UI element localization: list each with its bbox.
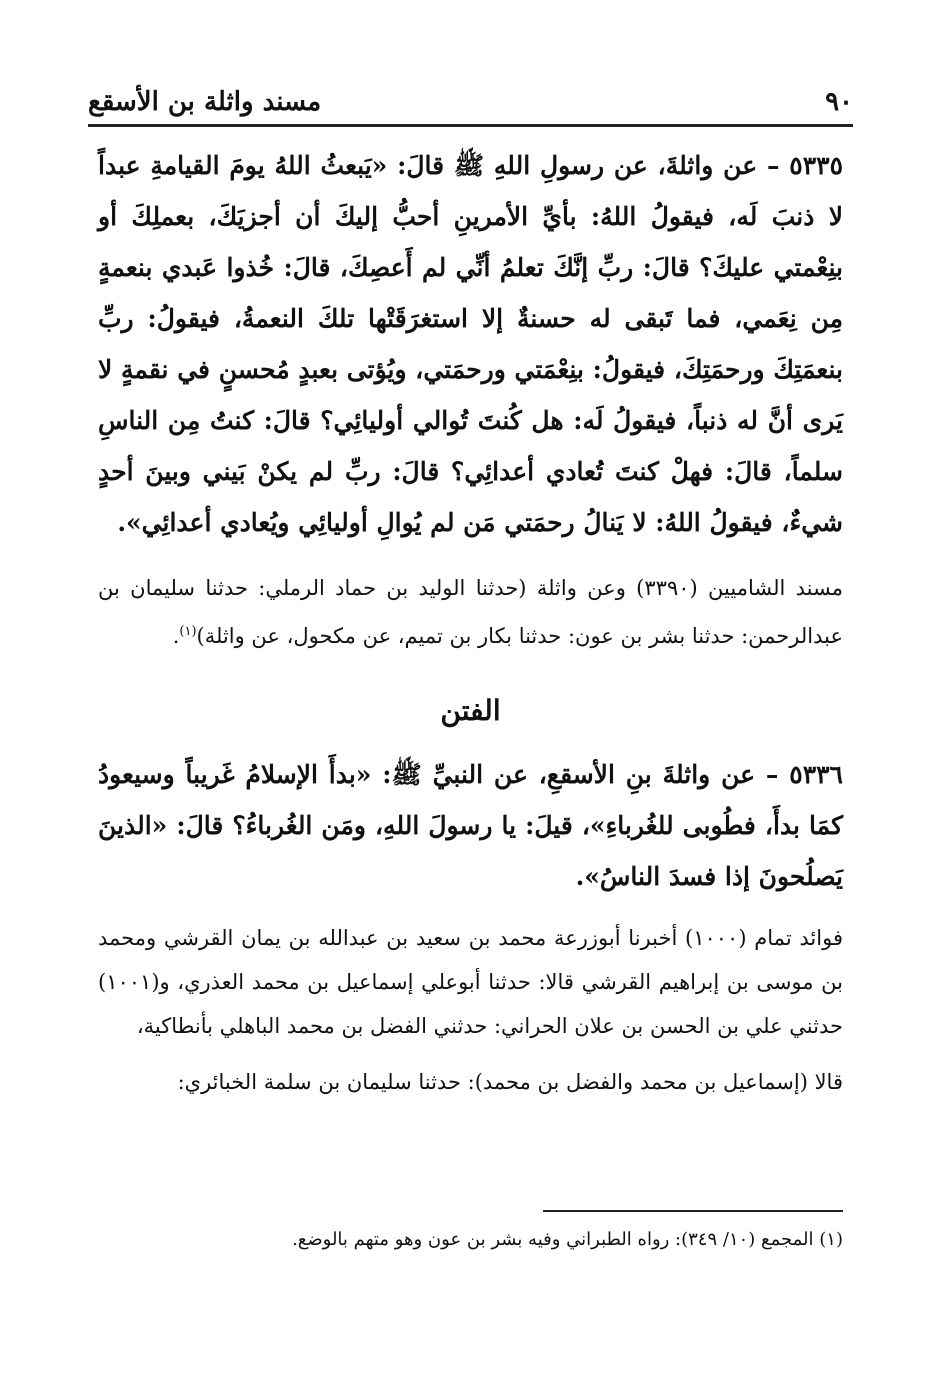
footnote-divider: [543, 1210, 843, 1212]
footnote: (١) المجمع (١٠/ ٣٤٩): رواه الطبراني وفيه بشر بن عون وهو متهم بالوضع.: [292, 1229, 843, 1250]
hadith-text: – عن واثلةَ، عن رسولِ اللهِ ﷺ قالَ: «يَبعثُ اللهُ يومَ القيامةِ عبداً لا ذنبَ لَه، فيقولُ اللهُ: بأيِّ الأمرينِ أحبُّ إليكَ أن أجزيَكَ، بعملِكَ أو بنِعْمتي عليكَ؟ قالَ: ربِّ إنَّكَ تعلمُ أنِّي لم أَعصِكَ، قالَ: خُذوا عَبدي بنعمةٍ مِن نِعَمي، فما تَبقى له حسنةٌ إلا استغرَقَتْها تلكَ النعمةُ، فيقولُ: ربِّ بنعمَتِكَ ورحمَتِكَ، فيقولُ: بنِعْمَتي ورحمَتي، ويُؤتى بعبدٍ مُحسنٍ في نقمةٍ لا يَرى أنَّ له ذنباً، فيقولُ لَه: هل كُنتَ تُوالي أوليائِي؟ قالَ: كنتُ مِن الناسِ سلماً، قالَ: فهلْ كنتَ تُعادي أعدائِي؟ قالَ: ربِّ لم يكنْ بَيني وبينَ أحدٍ شيءٌ، فيقولُ اللهُ: لا يَنالُ رحمَتي مَن لم يُوالِ أوليائِي ويُعادي أعدائِي».: [98, 151, 843, 537]
page-number: ٩٠: [825, 87, 853, 117]
running-title: مسند واثلة بن الأسقع: [88, 87, 322, 117]
footnote-reference: (١): [179, 624, 197, 639]
source-text: مسند الشاميين (٣٣٩٠) وعن واثلة (حدثنا الوليد بن حماد الرملي: حدثنا سليمان بن عبدالرحمن: حدثنا بشر بن عون: حدثنا بكار بن تميم، عن مكحول، عن واثلة): [98, 576, 843, 648]
hadith-paragraph: [98, 749, 843, 902]
source-paragraph: [98, 566, 843, 658]
source-end: .: [172, 624, 180, 648]
section-title: الفتن: [440, 694, 501, 727]
hadith-text: – عن واثلةَ بنِ الأسقعِ، عن النبيِّ ﷺ: «بدأَ الإسلامُ غَريباً وسيعودُ كمَا بدأَ، فطُوبى للغُرباءِ»، قيلَ: يا رسولَ اللهِ، ومَن الغُرباءُ؟ قالَ: «الذينَ يَصلُحونَ إذا فسدَ الناسُ».: [98, 760, 843, 891]
source-paragraph: فوائد تمام (١٠٠٠) أخبرنا أبوزرعة محمد بن سعيد بن عبدالله بن يمان القرشي ومحمد بن موسى بن إبراهيم القرشي قالا: حدثنا أبوعلي إسماعيل بن محمد العذري، و(١٠٠١) حدثني علي بن الحسن بن علان الحراني: حدثني الفضل بن محمد الباهلي بأنطاكية،: [98, 926, 843, 1038]
page-content: [98, 140, 843, 1104]
hadith-number: ٥٣٣٦: [789, 760, 843, 789]
page-header: [88, 80, 853, 127]
source-paragraph: قالا (إسماعيل بن محمد والفضل بن محمد): حدثنا سليمان بن سلمة الخبائري:: [177, 1070, 843, 1094]
hadith-number: ٥٣٣٥: [789, 151, 843, 180]
hadith-paragraph: [98, 140, 843, 548]
